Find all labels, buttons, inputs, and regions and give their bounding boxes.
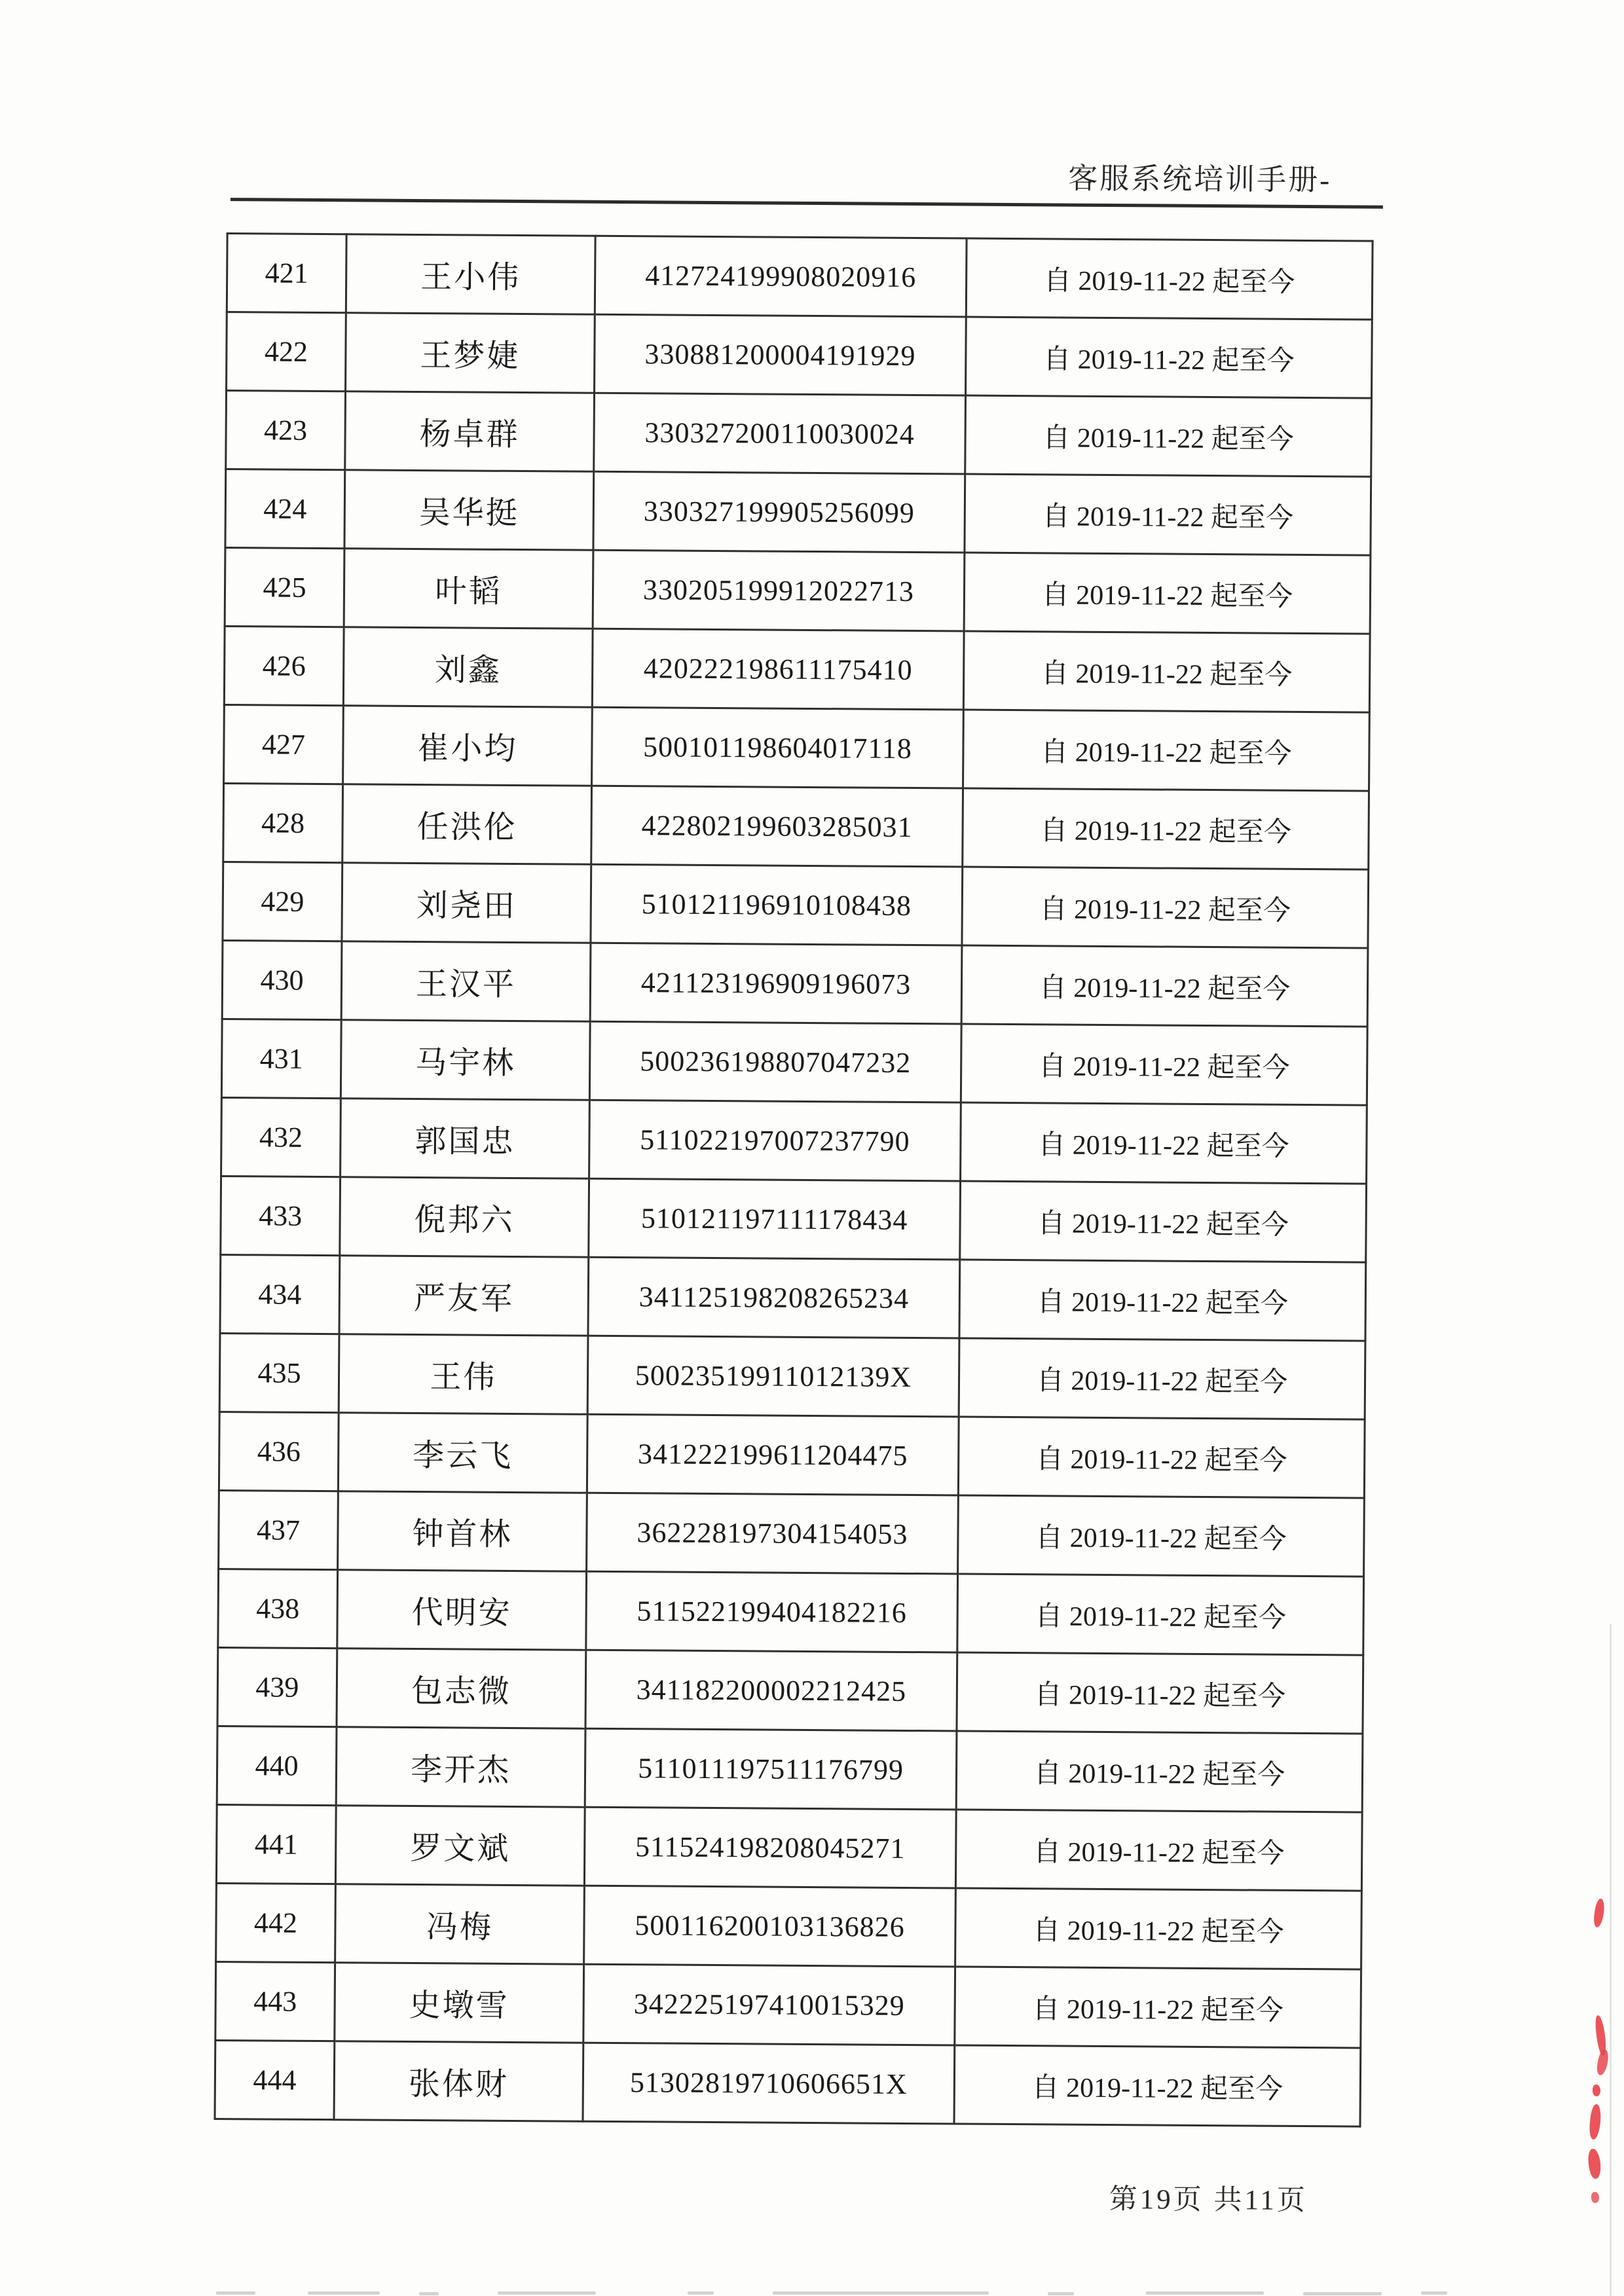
table-row [226, 391, 1372, 477]
cell-id: 362228197304154053 [587, 1493, 959, 1574]
cell-period: 自 2019-11-22 起至今 [963, 710, 1370, 791]
cell-period: 自 2019-11-22 起至今 [963, 631, 1370, 712]
table-row [221, 1098, 1367, 1184]
cell-id: 420222198611175410 [592, 629, 964, 710]
cell-id: 511524198208045271 [584, 1807, 956, 1888]
cell-id: 511011197511176799 [585, 1728, 957, 1810]
cell-id: 500101198604017118 [592, 707, 964, 788]
cell-period: 自 2019-11-22 起至今 [954, 2045, 1361, 2126]
cell-name: 张体财 [334, 2041, 583, 2122]
cell-id: 421123196909196073 [590, 943, 962, 1024]
cell-no: 440 [217, 1726, 337, 1805]
scan-bleed-artifact [216, 2291, 255, 2295]
cell-no: 435 [219, 1334, 339, 1413]
cell-period: 自 2019-11-22 起至今 [958, 1417, 1365, 1498]
cell-period: 自 2019-11-22 起至今 [965, 395, 1372, 477]
cell-no: 430 [222, 941, 342, 1020]
cell-id: 511522199404182216 [586, 1571, 958, 1652]
cell-period: 自 2019-11-22 起至今 [961, 945, 1368, 1027]
cell-period: 自 2019-11-22 起至今 [962, 867, 1369, 948]
cell-id: 412724199908020916 [595, 236, 967, 317]
document-header-title: 客服系统培训手册- [1068, 162, 1332, 197]
roster-table [214, 232, 1374, 2128]
scan-bleed-artifact [1421, 2291, 1447, 2295]
scan-bleed-artifact [688, 2291, 714, 2295]
cell-name: 冯梅 [335, 1884, 585, 1965]
cell-id: 342225197410015329 [583, 1964, 955, 2045]
cell-name: 王小伟 [346, 234, 595, 315]
table-row [225, 548, 1371, 634]
cell-id: 330205199912022713 [593, 550, 965, 631]
scan-bleed-artifact [1048, 2292, 1074, 2295]
scan-bleed-artifact [419, 2292, 439, 2295]
cell-name: 包志微 [337, 1649, 586, 1729]
header-rule [231, 198, 1383, 209]
cell-period: 自 2019-11-22 起至今 [960, 1181, 1367, 1262]
cell-name: 李云飞 [338, 1413, 587, 1493]
cell-no: 431 [221, 1019, 341, 1099]
cell-name: 崔小均 [343, 706, 593, 786]
cell-no: 441 [216, 1804, 336, 1884]
cell-no: 444 [215, 2040, 335, 2119]
cell-id: 422802199603285031 [591, 786, 963, 867]
table-row [215, 1961, 1361, 2048]
table-row [219, 1334, 1365, 1420]
cell-id: 341182200002212425 [585, 1650, 957, 1731]
cell-no: 429 [223, 862, 342, 941]
cell-id: 510121196910108438 [591, 864, 963, 945]
cell-name: 罗文斌 [335, 1806, 585, 1886]
table-row [227, 312, 1373, 399]
roster-table-body [215, 234, 1373, 2127]
cell-period: 自 2019-11-22 起至今 [963, 788, 1369, 869]
cell-id: 330327199905256099 [593, 471, 965, 553]
cell-no: 433 [221, 1176, 341, 1256]
cell-name: 代明安 [337, 1570, 587, 1650]
scan-bleed-artifact [498, 2291, 596, 2295]
scan-bleed-artifact [308, 2291, 380, 2295]
page-number-footer: 第19页 共11页 [1109, 2184, 1308, 2217]
table-row [222, 941, 1368, 1027]
cell-no: 422 [227, 312, 346, 392]
scan-bleed-artifact [1303, 2292, 1382, 2295]
table-row [216, 1804, 1362, 1891]
cell-no: 427 [224, 705, 344, 784]
cell-period: 自 2019-11-22 起至今 [955, 1888, 1362, 1969]
cell-name: 任洪伦 [342, 784, 592, 865]
cell-period: 自 2019-11-22 起至今 [966, 317, 1373, 398]
cell-id: 511022197007237790 [589, 1100, 961, 1181]
cell-name: 钟首林 [338, 1491, 587, 1572]
cell-name: 李开杰 [336, 1727, 585, 1808]
cell-name: 严友军 [339, 1256, 589, 1336]
cell-no: 426 [224, 627, 344, 706]
table-row [218, 1569, 1364, 1656]
cell-period: 自 2019-11-22 起至今 [955, 1810, 1362, 1891]
table-row [224, 627, 1370, 713]
cell-id: 341125198208265234 [588, 1257, 960, 1338]
cell-period: 自 2019-11-22 起至今 [956, 1731, 1363, 1812]
table-row [221, 1019, 1367, 1106]
cell-no: 438 [218, 1569, 338, 1649]
table-row [219, 1412, 1365, 1499]
scan-bleed-artifact [1146, 2291, 1264, 2295]
table-row [220, 1255, 1366, 1341]
cell-period: 自 2019-11-22 起至今 [965, 474, 1371, 555]
cell-name: 郭国忠 [341, 1099, 590, 1179]
cell-name: 史墩雪 [335, 1963, 584, 2043]
cell-no: 424 [225, 469, 345, 549]
cell-period: 自 2019-11-22 起至今 [961, 1102, 1367, 1184]
cell-no: 434 [220, 1255, 340, 1334]
cell-id: 500116200103136826 [584, 1886, 956, 1967]
cell-id: 330327200110030024 [594, 393, 966, 474]
cell-name: 王梦婕 [346, 313, 595, 393]
cell-name: 王汉平 [341, 941, 591, 1022]
cell-no: 423 [226, 391, 346, 470]
cell-id: 510121197111178434 [589, 1178, 961, 1260]
cell-no: 443 [215, 1961, 335, 2041]
scan-edge-artifact [1610, 1624, 1612, 2296]
cell-no: 442 [216, 1883, 336, 1962]
cell-name: 吴华挺 [344, 470, 594, 551]
cell-id: 341222199611204475 [587, 1414, 959, 1495]
table-row [224, 705, 1370, 792]
cell-id: 50023519911012139X [587, 1336, 959, 1417]
table-row [217, 1648, 1363, 1734]
cell-name: 倪邦六 [340, 1177, 589, 1258]
cell-id: 500236198807047232 [589, 1021, 961, 1102]
cell-name: 杨卓群 [345, 392, 595, 472]
table-row [223, 862, 1369, 949]
cell-period: 自 2019-11-22 起至今 [966, 238, 1373, 319]
cell-period: 自 2019-11-22 起至今 [955, 1967, 1361, 2048]
table-row [216, 1883, 1362, 1969]
cell-period: 自 2019-11-22 起至今 [957, 1652, 1363, 1734]
cell-period: 自 2019-11-22 起至今 [957, 1574, 1364, 1655]
cell-no: 428 [223, 784, 343, 863]
cell-id: 51302819710606651X [583, 2043, 955, 2124]
table-row [217, 1726, 1363, 1812]
cell-period: 自 2019-11-22 起至今 [964, 553, 1371, 634]
cell-period: 自 2019-11-22 起至今 [959, 1260, 1366, 1341]
table-row [225, 469, 1371, 556]
table-row [215, 2040, 1361, 2126]
table-row [223, 784, 1369, 870]
cell-no: 439 [217, 1648, 337, 1727]
cell-period: 自 2019-11-22 起至今 [958, 1495, 1365, 1576]
cell-name: 刘尧田 [342, 863, 591, 943]
table-row [221, 1176, 1367, 1263]
cell-no: 437 [219, 1491, 339, 1570]
scan-bleed-artifact [773, 2291, 989, 2295]
red-stamp-fragment [1591, 2192, 1599, 2203]
cell-id: 330881200004191929 [595, 314, 967, 395]
cell-name: 马宇林 [341, 1020, 590, 1101]
red-stamp-fragment [1593, 2085, 1600, 2096]
cell-name: 王伟 [339, 1334, 588, 1415]
cell-name: 刘鑫 [343, 627, 593, 708]
cell-no: 436 [219, 1412, 339, 1491]
cell-no: 425 [225, 548, 344, 627]
cell-period: 自 2019-11-22 起至今 [959, 1338, 1365, 1419]
cell-period: 自 2019-11-22 起至今 [961, 1024, 1367, 1105]
table-row [219, 1491, 1365, 1577]
cell-name: 叶韬 [344, 549, 593, 629]
cell-no: 421 [227, 234, 346, 313]
table-row [227, 234, 1373, 320]
cell-no: 432 [221, 1098, 341, 1177]
